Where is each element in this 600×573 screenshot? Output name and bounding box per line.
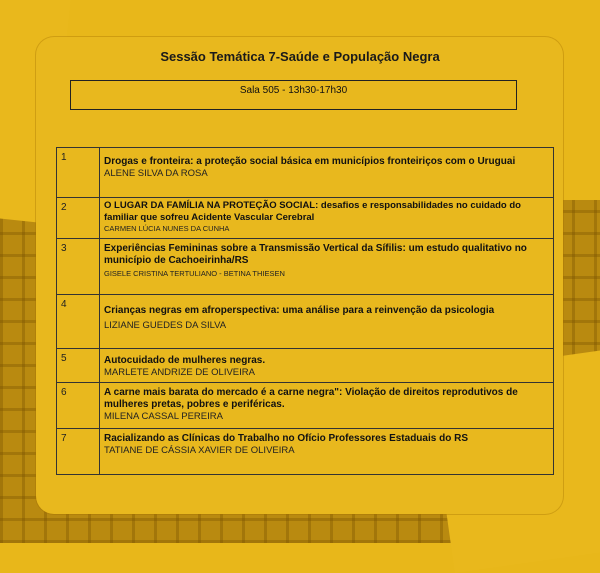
table-row (57, 198, 554, 239)
row-content (100, 239, 554, 295)
session-title: Experiências Femininas sobre a Transmissão Vertical da Sífilis: um estudo qualitativo no município de Cachoeirinha/RS (104, 243, 527, 266)
row-number: 5 (57, 349, 100, 383)
session-title: A carne mais barata do mercado é a carne negra": Violação de direitos reprodutivos de mulheres pretas, pobres e periféricas. (104, 387, 518, 410)
row-number: 1 (57, 148, 100, 198)
session-authors: TATIANE DE CÁSSIA XAVIER DE OLIVEIRA (104, 445, 295, 456)
table-row (57, 295, 554, 349)
session-authors: MILENA CASSAL PEREIRA (104, 411, 223, 422)
row-content (100, 383, 554, 429)
row-content (100, 198, 554, 239)
session-title: Autocuidado de mulheres negras. (104, 355, 266, 366)
row-number: 6 (57, 383, 100, 429)
row-number: 7 (57, 429, 100, 475)
session-authors: MARLETE ANDRIZE DE OLIVEIRA (104, 367, 255, 378)
session-authors: CARMEN LÚCIA NUNES DA CUNHA (104, 224, 230, 233)
room-time-box: Sala 505 - 13h30-17h30 (70, 80, 517, 110)
session-title: O LUGAR DA FAMÍLIA NA PROTEÇÃO SOCIAL: desafios e responsabilidades no cuidado do familiar que sofreu Acidente Vascular Cerebral (104, 200, 521, 223)
row-number: 2 (57, 198, 100, 239)
session-authors: ALENE SILVA DA ROSA (104, 168, 208, 179)
session-title: Drogas e fronteira: a proteção social básica em municípios fronteiriços com o Uruguai (104, 156, 516, 167)
table-row (57, 239, 554, 295)
table-row (57, 148, 554, 198)
row-number: 4 (57, 295, 100, 349)
row-content (100, 429, 554, 475)
row-content (100, 148, 554, 198)
session-title: Racializando as Clínicas do Trabalho no Ofício Professores Estaduais do RS (104, 433, 468, 444)
row-number: 3 (57, 239, 100, 295)
session-authors: GISELE CRISTINA TERTULIANO - BETINA THIESEN (104, 269, 285, 278)
page-title: Sessão Temática 7-Saúde e População Negra (160, 49, 440, 64)
session-authors: LIZIANE GUEDES DA SILVA (104, 320, 227, 331)
row-content (100, 349, 554, 383)
session-title: Crianças negras em afroperspectiva: uma análise para a reinvenção da psicologia (104, 305, 495, 316)
session-table (56, 147, 554, 475)
table-row (57, 429, 554, 475)
row-content (100, 295, 554, 349)
table-row (57, 349, 554, 383)
table-row (57, 383, 554, 429)
